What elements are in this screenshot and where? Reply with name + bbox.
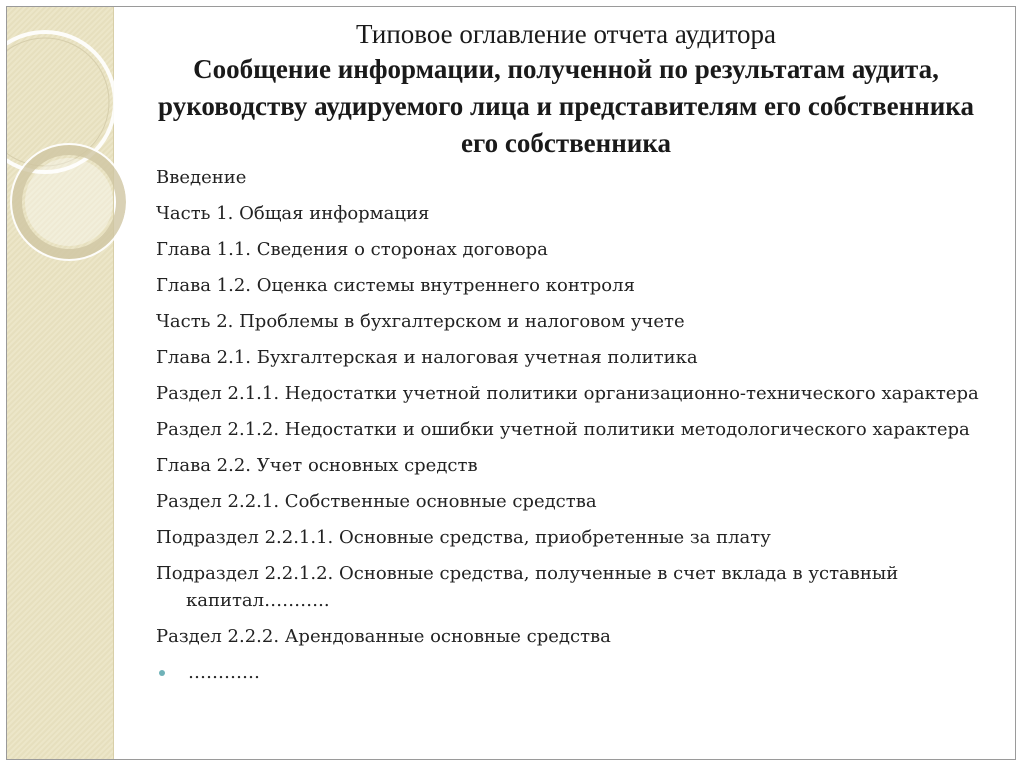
toc-item: Часть 1. Общая информация <box>156 203 430 224</box>
toc-item: Глава 2.1. Бухгалтерская и налоговая учетная политика <box>156 347 698 368</box>
toc-item: Глава 2.2. Учет основных средств <box>156 455 478 476</box>
toc-item: Глава 1.1. Сведения о сторонах договора <box>156 239 548 260</box>
toc-item: Глава 1.2. Оценка системы внутреннего контроля <box>156 275 635 296</box>
toc-item-bulleted: ………… <box>156 659 986 686</box>
toc-item: Часть 2. Проблемы в бухгалтерском и налоговом учете <box>156 311 685 332</box>
toc-item: Раздел 2.2.2. Арендованные основные средства <box>156 626 611 647</box>
toc-item: Подраздел 2.2.1.1. Основные средства, приобретенные за плату <box>156 527 771 548</box>
toc-item: Введение <box>156 167 247 188</box>
title-block <box>115 17 1016 162</box>
toc-item: Подраздел 2.2.1.2. Основные средства, полученные в счет вклада в уставный капитал……….. <box>156 563 899 611</box>
table-of-contents <box>156 164 986 695</box>
toc-item: Раздел 2.2.1. Собственные основные средства <box>156 491 597 512</box>
toc-item: Раздел 2.1.1. Недостатки учетной политики организационно-технического характера <box>156 383 979 404</box>
decorative-rings <box>7 7 127 307</box>
slide-title: Типовое оглавление отчета аудитора <box>356 19 776 49</box>
toc-item: Раздел 2.1.2. Недостатки и ошибки учетной политики методологического характера <box>156 419 970 440</box>
slide-subtitle: Сообщение информации, полученной по результатам аудита, руководству аудируемого лица и представителям его собственника его собственника <box>158 54 974 158</box>
